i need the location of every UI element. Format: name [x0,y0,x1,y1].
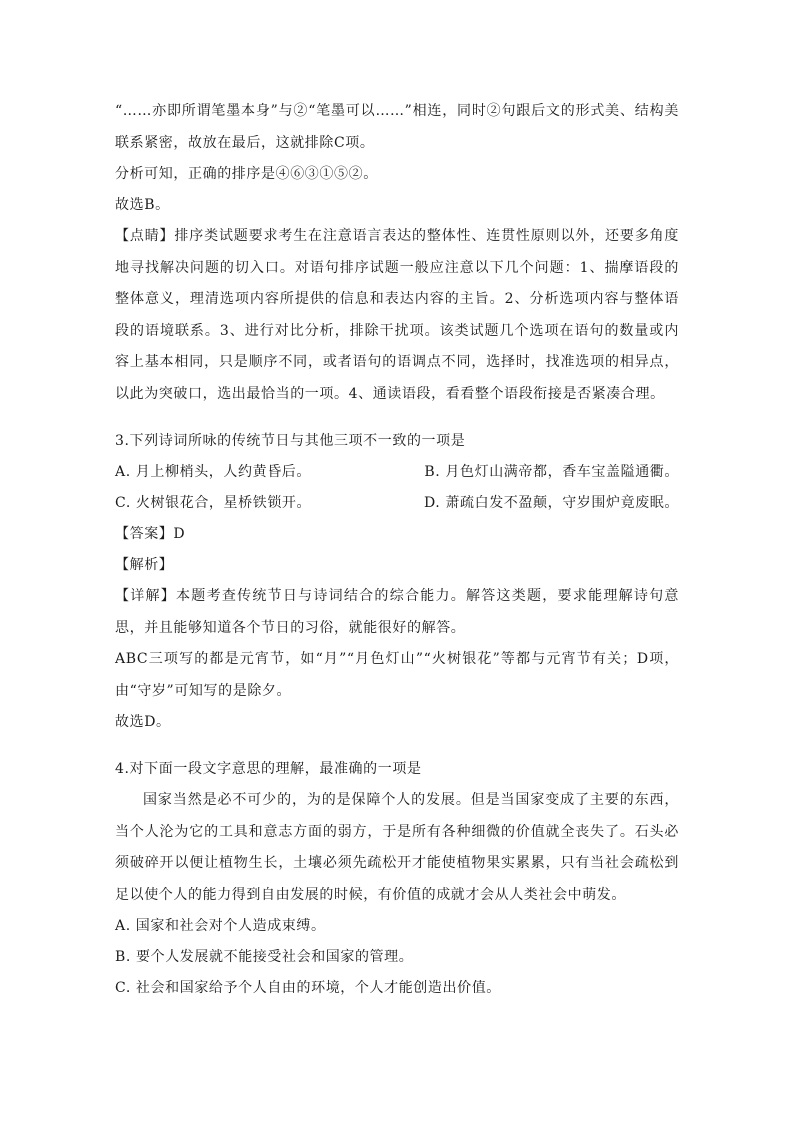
q3-conclusion: 故选D。 [115,714,171,730]
q3-answer: 【答案】D [115,526,186,542]
q3-explain: ABC三项写的都是元宵节，如“月”“月色灯山”“火树银花”等都与元宵节有关；D项，由“守岁”可知写的是除夕。 [115,651,679,699]
prev-conclusion: 故选B。 [115,197,170,213]
q3-detail-tag: 【详解】 [115,588,177,604]
q4-passage: 国家当然是必不可少的，为的是保障个人的发展。但是当国家变成了主要的东西，当个人沦为它的工具和意志方面的弱方，于是所有各种细微的价值就全丧失了。石头必须破碎开以便让植物生长，土壤必须先疏松开才能使植物果实累累，只有当社会疏松到足以使个人的能力得到自由发展的时候，有价值的成就才会从人类社会中萌发。 [115,792,679,903]
q3-option-d: D. 萧疏白发不盈颠，守岁围炉竟废眠。 [423,495,679,511]
q3-analysis-title: 【解析】 [115,557,174,573]
dianjing-text: 排序类试题要求考生在注意语言表达的整体性、连贯性原则以外，还要多角度地寻找解决问题的切入口。对语句排序试题一般应注意以下几个问题：1、揣摩语段的整体意义，理清选项内容所提供的信息和表达内容的主旨。2、分析选项内容与整体语段的语境联系。3、进行对比分析，排除干扰项。该类试题几个选项在语句的数量或内容上基本相同，只是顺序不同，或者语句的语调点不同，选择时，找准选项的相异点，以此为突破口，选出最恰当的一项。4、通读语段，看看整个语段衔接是否紧凑合理。 [115,228,679,402]
section-gap [115,410,679,426]
q4-option-c: C. 社会和国家给予个人自由的环境，个人才能创造出价值。 [115,980,501,996]
q3-option-c: C. 火树银花合，星桥铁锁开。 [115,495,312,511]
q3-stem: 3.下列诗词所咏的传统节日与其他三项不一致的一项是 [115,433,466,449]
q4-option-b: B. 要个人发展就不能接受社会和国家的管理。 [115,949,414,965]
q3-options-row-1 [115,457,679,488]
q4-stem: 4.对下面一段文字意思的理解，最准确的一项是 [115,761,422,777]
prev-analysis-paragraph-1: “……亦即所谓笔墨本身”与②“笔墨可以……”相连，同时②句跟后文的形式美、结构美联系紧密，故放在最后，这就排除C项。 [115,103,679,151]
q3-option-a: A. 月上柳梢头，人约黄昏后。 [115,464,312,480]
section-gap [115,738,679,754]
q3-options-row-2 [115,488,679,519]
dianjing-tag: 【点睛】 [115,228,175,244]
dianjing-paragraph [115,221,679,410]
q3-option-b: B. 月色灯山满帝都，香车宝盖隘通衢。 [424,464,679,480]
q4-option-a: A. 国家和社会对个人造成束缚。 [115,918,326,934]
document-page [115,96,679,1004]
prev-analysis-paragraph-2: 分析可知，正确的排序是④⑥③①⑤②。 [115,166,378,182]
q3-detail-text: 本题考查传统节日与诗词结合的综合能力。解答这类题，要求能理解诗句意思，并且能够知道各个节日的习俗，就能很好的解答。 [115,588,679,636]
q3-detail-paragraph [115,581,679,644]
